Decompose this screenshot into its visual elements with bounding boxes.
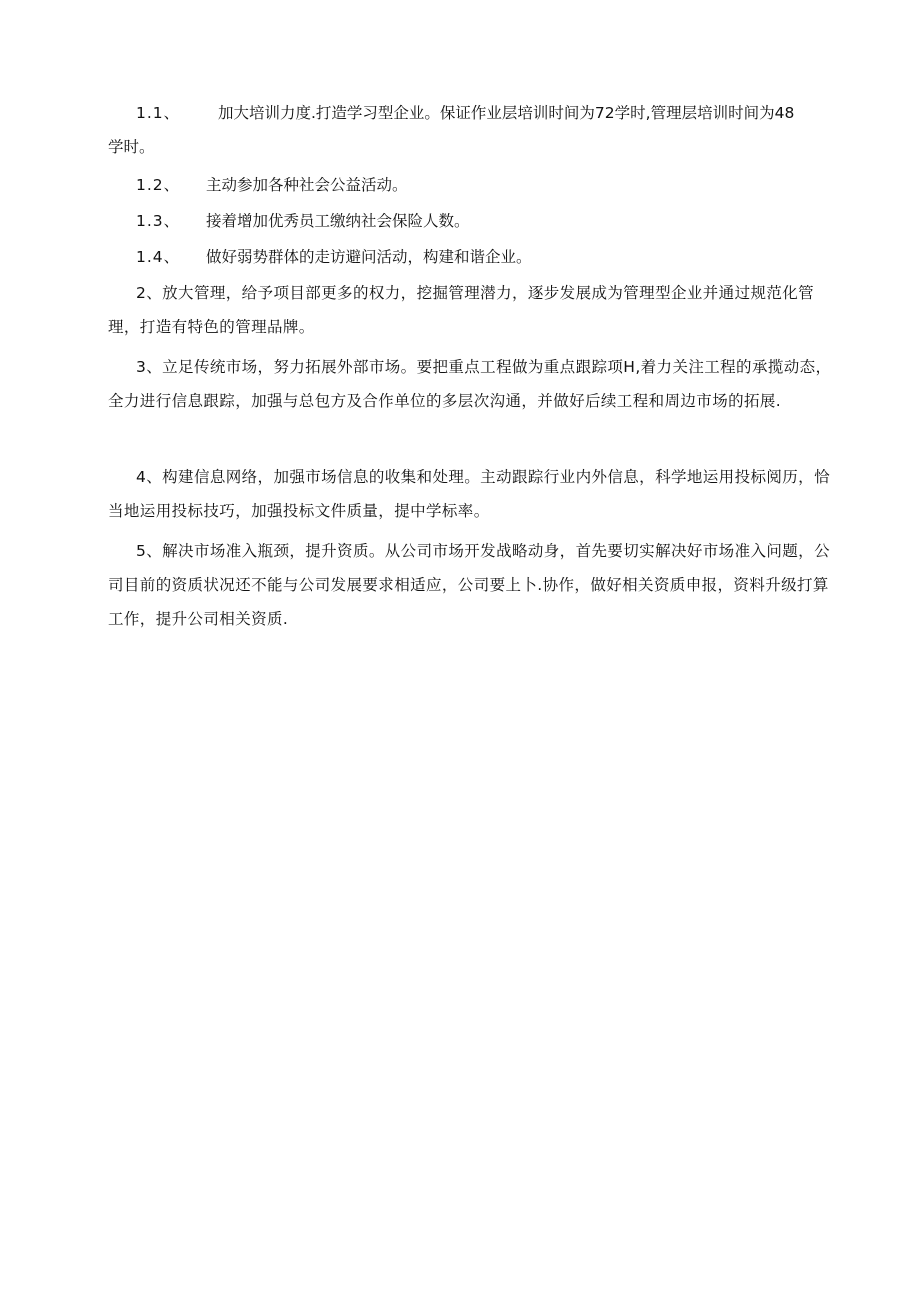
list-item-1-2 — [136, 168, 408, 202]
paragraph-3: 3、立足传统市场，努力拓展外部市场。要把重点工程做为重点跟踪项H,着力关注工程的承揽动态，全力进行信息跟踪，加强与总包方及合作单位的多层次沟通，并做好后续工程和周边市场的拓展. — [108, 358, 832, 410]
item-text: 主动参加各种社会公益活动。 — [206, 176, 408, 194]
list-item-1-4 — [136, 240, 532, 274]
item-number: 1.1、 — [136, 104, 181, 122]
item-number: 1.4、 — [136, 248, 181, 266]
paragraph-2: 2、放大管理，给予项目部更多的权力，挖掘管理潜力，逐步发展成为管理型企业并通过规范化管理，打造有特色的管理品牌。 — [108, 284, 815, 336]
paragraph-4: 4、构建信息网络，加强市场信息的收集和处理。主动跟踪行业内外信息，科学地运用投标阅历，恰当地运用投标技巧，加强投标文件质量，提中学标率。 — [108, 468, 830, 520]
item-text: 加大培训力度.打造学习型企业。保证作业层培训时间为72学时,管理层培训时间为48 — [218, 104, 795, 122]
list-item-1-3 — [136, 204, 470, 238]
item-text: 接着增加优秀员工缴纳社会保险人数。 — [206, 212, 470, 230]
item-number: 1.2、 — [136, 176, 181, 194]
item-text: 做好弱势群体的走访避问活动，构建和谐企业。 — [206, 248, 532, 266]
item-number: 1.3、 — [136, 212, 181, 230]
paragraph-5: 5、解决市场准入瓶颈，提升资质。从公司市场开发战略动身，首先要切实解决好市场准入问题，公司目前的资质状况还不能与公司发展要求相适应，公司要上卜.协作，做好相关资质申报，资料升级打算工作，提升公司相关资质. — [108, 542, 830, 628]
list-item-1-1-continuation: 学时。 — [108, 138, 155, 156]
list-item-1-1 — [136, 96, 794, 130]
